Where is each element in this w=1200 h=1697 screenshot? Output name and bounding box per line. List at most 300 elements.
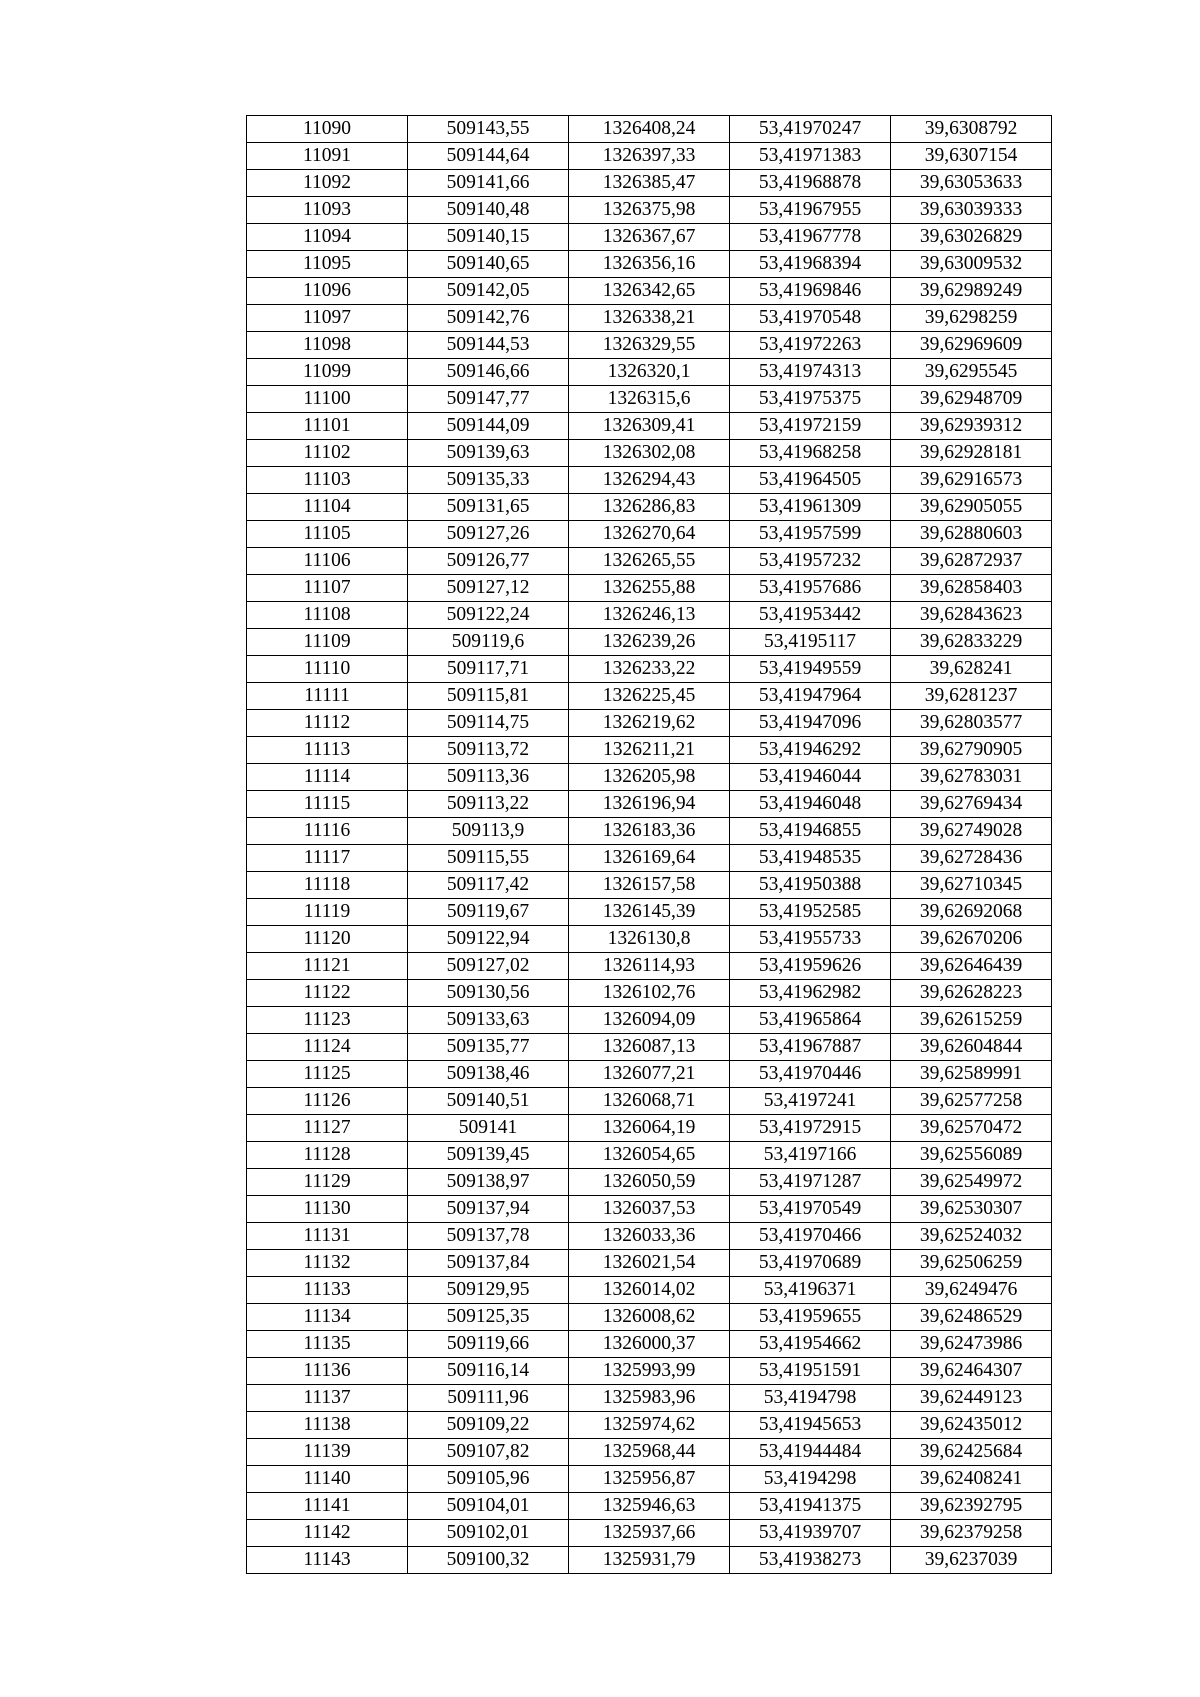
x-coordinate-cell: 509113,9 bbox=[408, 818, 569, 845]
latitude-cell: 53,41970548 bbox=[730, 305, 891, 332]
y-coordinate-cell: 1326375,98 bbox=[569, 197, 730, 224]
longitude-cell: 39,62790905 bbox=[891, 737, 1052, 764]
table-row bbox=[247, 1358, 1052, 1385]
latitude-cell: 53,41957686 bbox=[730, 575, 891, 602]
y-coordinate-cell: 1326286,83 bbox=[569, 494, 730, 521]
point-number-cell: 11103 bbox=[247, 467, 408, 494]
latitude-cell: 53,4197241 bbox=[730, 1088, 891, 1115]
y-coordinate-cell: 1325956,87 bbox=[569, 1466, 730, 1493]
point-number-cell: 11113 bbox=[247, 737, 408, 764]
point-number-cell: 11095 bbox=[247, 251, 408, 278]
longitude-cell: 39,62928181 bbox=[891, 440, 1052, 467]
point-number-cell: 11123 bbox=[247, 1007, 408, 1034]
latitude-cell: 53,41941375 bbox=[730, 1493, 891, 1520]
table-row bbox=[247, 359, 1052, 386]
point-number-cell: 11117 bbox=[247, 845, 408, 872]
table-row bbox=[247, 413, 1052, 440]
longitude-cell: 39,62530307 bbox=[891, 1196, 1052, 1223]
longitude-cell: 39,62880603 bbox=[891, 521, 1052, 548]
x-coordinate-cell: 509115,81 bbox=[408, 683, 569, 710]
table-row bbox=[247, 224, 1052, 251]
table-row bbox=[247, 1466, 1052, 1493]
longitude-cell: 39,62670206 bbox=[891, 926, 1052, 953]
latitude-cell: 53,41971383 bbox=[730, 143, 891, 170]
longitude-cell: 39,62549972 bbox=[891, 1169, 1052, 1196]
latitude-cell: 53,4194798 bbox=[730, 1385, 891, 1412]
y-coordinate-cell: 1326233,22 bbox=[569, 656, 730, 683]
longitude-cell: 39,62783031 bbox=[891, 764, 1052, 791]
x-coordinate-cell: 509114,75 bbox=[408, 710, 569, 737]
point-number-cell: 11134 bbox=[247, 1304, 408, 1331]
point-number-cell: 11137 bbox=[247, 1385, 408, 1412]
x-coordinate-cell: 509113,36 bbox=[408, 764, 569, 791]
point-number-cell: 11110 bbox=[247, 656, 408, 683]
x-coordinate-cell: 509113,22 bbox=[408, 791, 569, 818]
y-coordinate-cell: 1326408,24 bbox=[569, 116, 730, 143]
longitude-cell: 39,6295545 bbox=[891, 359, 1052, 386]
x-coordinate-cell: 509105,96 bbox=[408, 1466, 569, 1493]
table-row bbox=[247, 1142, 1052, 1169]
y-coordinate-cell: 1326008,62 bbox=[569, 1304, 730, 1331]
latitude-cell: 53,41954662 bbox=[730, 1331, 891, 1358]
point-number-cell: 11109 bbox=[247, 629, 408, 656]
y-coordinate-cell: 1326094,09 bbox=[569, 1007, 730, 1034]
point-number-cell: 11141 bbox=[247, 1493, 408, 1520]
y-coordinate-cell: 1326130,8 bbox=[569, 926, 730, 953]
point-number-cell: 11132 bbox=[247, 1250, 408, 1277]
x-coordinate-cell: 509131,65 bbox=[408, 494, 569, 521]
x-coordinate-cell: 509117,42 bbox=[408, 872, 569, 899]
point-number-cell: 11131 bbox=[247, 1223, 408, 1250]
point-number-cell: 11124 bbox=[247, 1034, 408, 1061]
table-row bbox=[247, 1061, 1052, 1088]
point-number-cell: 11099 bbox=[247, 359, 408, 386]
point-number-cell: 11142 bbox=[247, 1520, 408, 1547]
point-number-cell: 11100 bbox=[247, 386, 408, 413]
table-row bbox=[247, 521, 1052, 548]
y-coordinate-cell: 1326356,16 bbox=[569, 251, 730, 278]
longitude-cell: 39,62506259 bbox=[891, 1250, 1052, 1277]
table-row bbox=[247, 1223, 1052, 1250]
latitude-cell: 53,41968878 bbox=[730, 170, 891, 197]
table-row bbox=[247, 845, 1052, 872]
longitude-cell: 39,62524032 bbox=[891, 1223, 1052, 1250]
table-row bbox=[247, 629, 1052, 656]
table-row bbox=[247, 251, 1052, 278]
longitude-cell: 39,6308792 bbox=[891, 116, 1052, 143]
point-number-cell: 11090 bbox=[247, 116, 408, 143]
x-coordinate-cell: 509139,63 bbox=[408, 440, 569, 467]
longitude-cell: 39,62692068 bbox=[891, 899, 1052, 926]
table-row bbox=[247, 170, 1052, 197]
table-row bbox=[247, 953, 1052, 980]
point-number-cell: 11108 bbox=[247, 602, 408, 629]
point-number-cell: 11107 bbox=[247, 575, 408, 602]
point-number-cell: 11133 bbox=[247, 1277, 408, 1304]
latitude-cell: 53,41972915 bbox=[730, 1115, 891, 1142]
table-row bbox=[247, 1007, 1052, 1034]
point-number-cell: 11093 bbox=[247, 197, 408, 224]
y-coordinate-cell: 1326114,93 bbox=[569, 953, 730, 980]
y-coordinate-cell: 1326157,58 bbox=[569, 872, 730, 899]
x-coordinate-cell: 509141 bbox=[408, 1115, 569, 1142]
table-row bbox=[247, 710, 1052, 737]
longitude-cell: 39,62464307 bbox=[891, 1358, 1052, 1385]
longitude-cell: 39,62948709 bbox=[891, 386, 1052, 413]
x-coordinate-cell: 509127,12 bbox=[408, 575, 569, 602]
table-row bbox=[247, 305, 1052, 332]
latitude-cell: 53,41970549 bbox=[730, 1196, 891, 1223]
longitude-cell: 39,62570472 bbox=[891, 1115, 1052, 1142]
longitude-cell: 39,63053633 bbox=[891, 170, 1052, 197]
y-coordinate-cell: 1326211,21 bbox=[569, 737, 730, 764]
y-coordinate-cell: 1325974,62 bbox=[569, 1412, 730, 1439]
latitude-cell: 53,41947096 bbox=[730, 710, 891, 737]
table-row bbox=[247, 818, 1052, 845]
y-coordinate-cell: 1325946,63 bbox=[569, 1493, 730, 1520]
longitude-cell: 39,62916573 bbox=[891, 467, 1052, 494]
longitude-cell: 39,62858403 bbox=[891, 575, 1052, 602]
point-number-cell: 11097 bbox=[247, 305, 408, 332]
y-coordinate-cell: 1326077,21 bbox=[569, 1061, 730, 1088]
longitude-cell: 39,6237039 bbox=[891, 1547, 1052, 1574]
longitude-cell: 39,62710345 bbox=[891, 872, 1052, 899]
table-row bbox=[247, 1331, 1052, 1358]
point-number-cell: 11104 bbox=[247, 494, 408, 521]
x-coordinate-cell: 509139,45 bbox=[408, 1142, 569, 1169]
y-coordinate-cell: 1326064,19 bbox=[569, 1115, 730, 1142]
x-coordinate-cell: 509143,55 bbox=[408, 116, 569, 143]
x-coordinate-cell: 509138,46 bbox=[408, 1061, 569, 1088]
y-coordinate-cell: 1326397,33 bbox=[569, 143, 730, 170]
x-coordinate-cell: 509141,66 bbox=[408, 170, 569, 197]
x-coordinate-cell: 509130,56 bbox=[408, 980, 569, 1007]
x-coordinate-cell: 509137,84 bbox=[408, 1250, 569, 1277]
latitude-cell: 53,41975375 bbox=[730, 386, 891, 413]
x-coordinate-cell: 509111,96 bbox=[408, 1385, 569, 1412]
latitude-cell: 53,41946044 bbox=[730, 764, 891, 791]
x-coordinate-cell: 509137,94 bbox=[408, 1196, 569, 1223]
table-row bbox=[247, 980, 1052, 1007]
x-coordinate-cell: 509144,53 bbox=[408, 332, 569, 359]
x-coordinate-cell: 509135,77 bbox=[408, 1034, 569, 1061]
table-row bbox=[247, 1088, 1052, 1115]
x-coordinate-cell: 509129,95 bbox=[408, 1277, 569, 1304]
point-number-cell: 11130 bbox=[247, 1196, 408, 1223]
latitude-cell: 53,41951591 bbox=[730, 1358, 891, 1385]
longitude-cell: 39,62486529 bbox=[891, 1304, 1052, 1331]
longitude-cell: 39,62425684 bbox=[891, 1439, 1052, 1466]
latitude-cell: 53,41968258 bbox=[730, 440, 891, 467]
longitude-cell: 39,63009532 bbox=[891, 251, 1052, 278]
x-coordinate-cell: 509119,67 bbox=[408, 899, 569, 926]
x-coordinate-cell: 509104,01 bbox=[408, 1493, 569, 1520]
y-coordinate-cell: 1326246,13 bbox=[569, 602, 730, 629]
latitude-cell: 53,41972263 bbox=[730, 332, 891, 359]
longitude-cell: 39,62769434 bbox=[891, 791, 1052, 818]
table-row bbox=[247, 494, 1052, 521]
latitude-cell: 53,41970247 bbox=[730, 116, 891, 143]
longitude-cell: 39,62473986 bbox=[891, 1331, 1052, 1358]
latitude-cell: 53,41950388 bbox=[730, 872, 891, 899]
y-coordinate-cell: 1326021,54 bbox=[569, 1250, 730, 1277]
table-row bbox=[247, 1196, 1052, 1223]
longitude-cell: 39,62379258 bbox=[891, 1520, 1052, 1547]
y-coordinate-cell: 1325968,44 bbox=[569, 1439, 730, 1466]
table-row bbox=[247, 1115, 1052, 1142]
longitude-cell: 39,6281237 bbox=[891, 683, 1052, 710]
point-number-cell: 11120 bbox=[247, 926, 408, 953]
y-coordinate-cell: 1326169,64 bbox=[569, 845, 730, 872]
x-coordinate-cell: 509144,09 bbox=[408, 413, 569, 440]
point-number-cell: 11143 bbox=[247, 1547, 408, 1574]
latitude-cell: 53,41957599 bbox=[730, 521, 891, 548]
y-coordinate-cell: 1326320,1 bbox=[569, 359, 730, 386]
y-coordinate-cell: 1325983,96 bbox=[569, 1385, 730, 1412]
table-row bbox=[247, 1169, 1052, 1196]
table-row bbox=[247, 737, 1052, 764]
latitude-cell: 53,41970466 bbox=[730, 1223, 891, 1250]
x-coordinate-cell: 509119,66 bbox=[408, 1331, 569, 1358]
table-row bbox=[247, 899, 1052, 926]
x-coordinate-cell: 509147,77 bbox=[408, 386, 569, 413]
point-number-cell: 11127 bbox=[247, 1115, 408, 1142]
table-row bbox=[247, 602, 1052, 629]
table-row bbox=[247, 575, 1052, 602]
table-row bbox=[247, 467, 1052, 494]
longitude-cell: 39,62408241 bbox=[891, 1466, 1052, 1493]
point-number-cell: 11138 bbox=[247, 1412, 408, 1439]
y-coordinate-cell: 1326145,39 bbox=[569, 899, 730, 926]
table-row bbox=[247, 872, 1052, 899]
latitude-cell: 53,41944484 bbox=[730, 1439, 891, 1466]
x-coordinate-cell: 509140,48 bbox=[408, 197, 569, 224]
longitude-cell: 39,62872937 bbox=[891, 548, 1052, 575]
latitude-cell: 53,41961309 bbox=[730, 494, 891, 521]
y-coordinate-cell: 1326219,62 bbox=[569, 710, 730, 737]
point-number-cell: 11114 bbox=[247, 764, 408, 791]
y-coordinate-cell: 1326014,02 bbox=[569, 1277, 730, 1304]
point-number-cell: 11111 bbox=[247, 683, 408, 710]
coordinates-table bbox=[246, 115, 1052, 1574]
point-number-cell: 11129 bbox=[247, 1169, 408, 1196]
latitude-cell: 53,41964505 bbox=[730, 467, 891, 494]
longitude-cell: 39,6307154 bbox=[891, 143, 1052, 170]
y-coordinate-cell: 1325993,99 bbox=[569, 1358, 730, 1385]
latitude-cell: 53,41967887 bbox=[730, 1034, 891, 1061]
longitude-cell: 39,62833229 bbox=[891, 629, 1052, 656]
x-coordinate-cell: 509117,71 bbox=[408, 656, 569, 683]
latitude-cell: 53,41959655 bbox=[730, 1304, 891, 1331]
y-coordinate-cell: 1326050,59 bbox=[569, 1169, 730, 1196]
latitude-cell: 53,41939707 bbox=[730, 1520, 891, 1547]
point-number-cell: 11128 bbox=[247, 1142, 408, 1169]
point-number-cell: 11116 bbox=[247, 818, 408, 845]
x-coordinate-cell: 509113,72 bbox=[408, 737, 569, 764]
latitude-cell: 53,41953442 bbox=[730, 602, 891, 629]
y-coordinate-cell: 1326338,21 bbox=[569, 305, 730, 332]
latitude-cell: 53,41949559 bbox=[730, 656, 891, 683]
y-coordinate-cell: 1326294,43 bbox=[569, 467, 730, 494]
coordinates-table-body bbox=[247, 116, 1052, 1574]
latitude-cell: 53,41959626 bbox=[730, 953, 891, 980]
longitude-cell: 39,62803577 bbox=[891, 710, 1052, 737]
table-row bbox=[247, 143, 1052, 170]
point-number-cell: 11121 bbox=[247, 953, 408, 980]
latitude-cell: 53,41952585 bbox=[730, 899, 891, 926]
y-coordinate-cell: 1326342,65 bbox=[569, 278, 730, 305]
table-row bbox=[247, 1277, 1052, 1304]
point-number-cell: 11140 bbox=[247, 1466, 408, 1493]
point-number-cell: 11139 bbox=[247, 1439, 408, 1466]
latitude-cell: 53,41970446 bbox=[730, 1061, 891, 1088]
point-number-cell: 11118 bbox=[247, 872, 408, 899]
x-coordinate-cell: 509116,14 bbox=[408, 1358, 569, 1385]
latitude-cell: 53,41946855 bbox=[730, 818, 891, 845]
table-row bbox=[247, 386, 1052, 413]
latitude-cell: 53,4194298 bbox=[730, 1466, 891, 1493]
latitude-cell: 53,41957232 bbox=[730, 548, 891, 575]
y-coordinate-cell: 1326087,13 bbox=[569, 1034, 730, 1061]
y-coordinate-cell: 1326054,65 bbox=[569, 1142, 730, 1169]
x-coordinate-cell: 509133,63 bbox=[408, 1007, 569, 1034]
point-number-cell: 11098 bbox=[247, 332, 408, 359]
y-coordinate-cell: 1326255,88 bbox=[569, 575, 730, 602]
table-row bbox=[247, 1439, 1052, 1466]
latitude-cell: 53,41970689 bbox=[730, 1250, 891, 1277]
x-coordinate-cell: 509135,33 bbox=[408, 467, 569, 494]
table-row bbox=[247, 197, 1052, 224]
longitude-cell: 39,63039333 bbox=[891, 197, 1052, 224]
longitude-cell: 39,62749028 bbox=[891, 818, 1052, 845]
table-row bbox=[247, 440, 1052, 467]
point-number-cell: 11122 bbox=[247, 980, 408, 1007]
table-row bbox=[247, 116, 1052, 143]
y-coordinate-cell: 1326000,37 bbox=[569, 1331, 730, 1358]
longitude-cell: 39,628241 bbox=[891, 656, 1052, 683]
longitude-cell: 39,62577258 bbox=[891, 1088, 1052, 1115]
x-coordinate-cell: 509142,76 bbox=[408, 305, 569, 332]
point-number-cell: 11094 bbox=[247, 224, 408, 251]
x-coordinate-cell: 509119,6 bbox=[408, 629, 569, 656]
y-coordinate-cell: 1326205,98 bbox=[569, 764, 730, 791]
latitude-cell: 53,41968394 bbox=[730, 251, 891, 278]
x-coordinate-cell: 509140,51 bbox=[408, 1088, 569, 1115]
y-coordinate-cell: 1326367,67 bbox=[569, 224, 730, 251]
x-coordinate-cell: 509122,24 bbox=[408, 602, 569, 629]
table-row bbox=[247, 278, 1052, 305]
point-number-cell: 11106 bbox=[247, 548, 408, 575]
longitude-cell: 39,62939312 bbox=[891, 413, 1052, 440]
table-row bbox=[247, 1493, 1052, 1520]
x-coordinate-cell: 509142,05 bbox=[408, 278, 569, 305]
latitude-cell: 53,41971287 bbox=[730, 1169, 891, 1196]
x-coordinate-cell: 509144,64 bbox=[408, 143, 569, 170]
longitude-cell: 39,62628223 bbox=[891, 980, 1052, 1007]
latitude-cell: 53,41974313 bbox=[730, 359, 891, 386]
table-row bbox=[247, 656, 1052, 683]
table-row bbox=[247, 1547, 1052, 1574]
y-coordinate-cell: 1326329,55 bbox=[569, 332, 730, 359]
y-coordinate-cell: 1326309,41 bbox=[569, 413, 730, 440]
latitude-cell: 53,41969846 bbox=[730, 278, 891, 305]
latitude-cell: 53,41962982 bbox=[730, 980, 891, 1007]
y-coordinate-cell: 1326033,36 bbox=[569, 1223, 730, 1250]
longitude-cell: 39,62392795 bbox=[891, 1493, 1052, 1520]
table-row bbox=[247, 1034, 1052, 1061]
x-coordinate-cell: 509109,22 bbox=[408, 1412, 569, 1439]
latitude-cell: 53,41955733 bbox=[730, 926, 891, 953]
y-coordinate-cell: 1326225,45 bbox=[569, 683, 730, 710]
y-coordinate-cell: 1326102,76 bbox=[569, 980, 730, 1007]
longitude-cell: 39,62449123 bbox=[891, 1385, 1052, 1412]
y-coordinate-cell: 1326270,64 bbox=[569, 521, 730, 548]
table-row bbox=[247, 1385, 1052, 1412]
x-coordinate-cell: 509102,01 bbox=[408, 1520, 569, 1547]
point-number-cell: 11126 bbox=[247, 1088, 408, 1115]
table-row bbox=[247, 1304, 1052, 1331]
latitude-cell: 53,4197166 bbox=[730, 1142, 891, 1169]
longitude-cell: 39,63026829 bbox=[891, 224, 1052, 251]
point-number-cell: 11105 bbox=[247, 521, 408, 548]
point-number-cell: 11112 bbox=[247, 710, 408, 737]
table-row bbox=[247, 791, 1052, 818]
point-number-cell: 11119 bbox=[247, 899, 408, 926]
latitude-cell: 53,41947964 bbox=[730, 683, 891, 710]
longitude-cell: 39,62728436 bbox=[891, 845, 1052, 872]
x-coordinate-cell: 509115,55 bbox=[408, 845, 569, 872]
longitude-cell: 39,62843623 bbox=[891, 602, 1052, 629]
x-coordinate-cell: 509146,66 bbox=[408, 359, 569, 386]
latitude-cell: 53,41945653 bbox=[730, 1412, 891, 1439]
table-row bbox=[247, 1250, 1052, 1277]
longitude-cell: 39,62646439 bbox=[891, 953, 1052, 980]
x-coordinate-cell: 509122,94 bbox=[408, 926, 569, 953]
y-coordinate-cell: 1326183,36 bbox=[569, 818, 730, 845]
x-coordinate-cell: 509127,02 bbox=[408, 953, 569, 980]
longitude-cell: 39,62435012 bbox=[891, 1412, 1052, 1439]
latitude-cell: 53,4195117 bbox=[730, 629, 891, 656]
longitude-cell: 39,6249476 bbox=[891, 1277, 1052, 1304]
x-coordinate-cell: 509140,65 bbox=[408, 251, 569, 278]
y-coordinate-cell: 1326068,71 bbox=[569, 1088, 730, 1115]
y-coordinate-cell: 1326037,53 bbox=[569, 1196, 730, 1223]
latitude-cell: 53,41967955 bbox=[730, 197, 891, 224]
y-coordinate-cell: 1325937,66 bbox=[569, 1520, 730, 1547]
x-coordinate-cell: 509127,26 bbox=[408, 521, 569, 548]
x-coordinate-cell: 509107,82 bbox=[408, 1439, 569, 1466]
latitude-cell: 53,4196371 bbox=[730, 1277, 891, 1304]
y-coordinate-cell: 1325931,79 bbox=[569, 1547, 730, 1574]
latitude-cell: 53,41946048 bbox=[730, 791, 891, 818]
x-coordinate-cell: 509126,77 bbox=[408, 548, 569, 575]
y-coordinate-cell: 1326265,55 bbox=[569, 548, 730, 575]
table-row bbox=[247, 683, 1052, 710]
x-coordinate-cell: 509100,32 bbox=[408, 1547, 569, 1574]
longitude-cell: 39,62556089 bbox=[891, 1142, 1052, 1169]
longitude-cell: 39,62989249 bbox=[891, 278, 1052, 305]
table-row bbox=[247, 332, 1052, 359]
x-coordinate-cell: 509138,97 bbox=[408, 1169, 569, 1196]
point-number-cell: 11102 bbox=[247, 440, 408, 467]
y-coordinate-cell: 1326239,26 bbox=[569, 629, 730, 656]
y-coordinate-cell: 1326302,08 bbox=[569, 440, 730, 467]
latitude-cell: 53,41946292 bbox=[730, 737, 891, 764]
longitude-cell: 39,6298259 bbox=[891, 305, 1052, 332]
point-number-cell: 11096 bbox=[247, 278, 408, 305]
point-number-cell: 11125 bbox=[247, 1061, 408, 1088]
latitude-cell: 53,41967778 bbox=[730, 224, 891, 251]
